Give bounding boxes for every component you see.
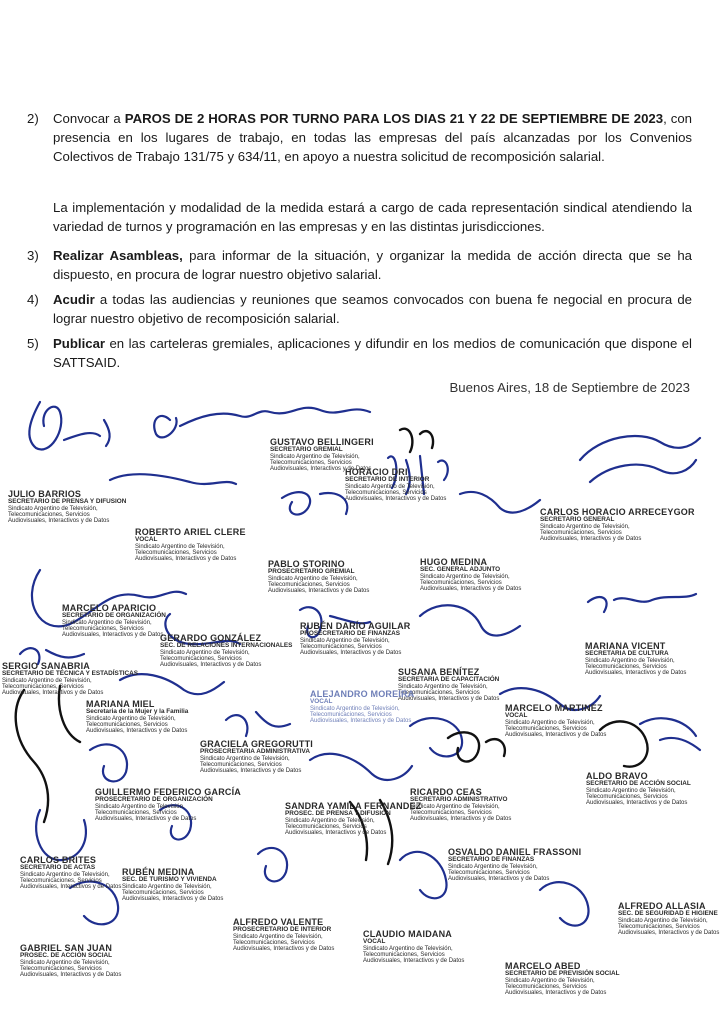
signature-maidana	[400, 852, 447, 898]
signatory-block: RUBÉN DARÍO AGUILAR PROSECRETARIO DE FINANZAS Sindicato Argentino de Televisión, Telecomunicaciones, Servicios Audiovisuales, Interactivos y de Datos	[300, 621, 411, 656]
signatory-block: RUBÉN MEDINA SEC. DE TURISMO Y VIVIENDA Sindicato Argentino de Televisión, Telecomunicaciones, Servicios Audiovisuales, Interactivos y de Datos	[122, 867, 224, 902]
signatory-block: MARIANA VICENT SECRETARIA DE CULTURA Sindicato Argentino de Televisión, Telecomunicaciones, Servicios Audiovisuales, Interactivos y de Datos	[585, 641, 687, 676]
signature-fernandez	[310, 754, 412, 780]
list-item-4	[27, 290, 692, 328]
item-number: 2)	[27, 111, 39, 126]
signatures-area	[0, 390, 724, 1024]
signatory-block: ALFREDO VALENTE PROSECRETARIO DE INTERIOR Sindicato Argentino de Televisión, Telecomunicaciones, Servicios Audiovisuales, Interactivos y de Datos	[233, 917, 335, 952]
item-number: 5)	[27, 336, 39, 351]
signatory-block: ALDO BRAVO SECRETARIO DE ACCIÓN SOCIAL Sindicato Argentino de Televisión, Telecomunicaciones, Servicios Audiovisuales, Interactivos y de Datos	[586, 771, 691, 806]
signature-brites	[36, 810, 86, 860]
signature-arreceygor	[580, 436, 700, 482]
signatory-block: RICARDO CEAS SECRETARIO ADMINISTRATIVO Sindicato Argentino de Televisión, Telecomunicaciones, Servicios Audiovisuales, Interactivos y de Datos	[410, 787, 512, 822]
signature-garcia	[90, 744, 127, 781]
list-item-2	[27, 109, 692, 166]
signatory-block: MARCELO ABED SECRETARIO DE PREVISIÓN SOCIAL Sindicato Argentino de Televisión, Telecomunicaciones, Servicios Audiovisuales, Interactivos y de Datos	[505, 961, 620, 996]
signature-bravo	[640, 718, 700, 750]
implementation-paragraph: La implementación y modalidad de la medida estará a cargo de cada representación sindical atendiendo la variedad de turnos y programación en las empresas y en las distintas jurisdicciones.	[53, 200, 692, 234]
signature-dark-scrawl-left	[16, 686, 80, 822]
signature-medina-hugo	[460, 492, 540, 513]
list-item-3	[27, 246, 692, 284]
signatory-block: PABLO STORINO PROSECRETARIO GREMIAL Sindicato Argentino de Televisión, Telecomunicaciones, Servicios Audiovisuales, Interactivos y de Datos	[268, 559, 370, 594]
item-text: Convocar a PAROS DE 2 HORAS POR TURNO PARA LOS DIAS 21 Y 22 DE SEPTIEMBRE DE 2023, con presencia en los lugares de trabajo, en todas las empresas del país alcanzadas por los Convenios Colectivos de Trabajo 131/75 y 634/11, en apoyo a nuestra solicitud de recomposición salarial.	[53, 111, 692, 164]
list-item-5	[27, 334, 692, 372]
signature-clere	[282, 492, 347, 514]
signatory-block: GRACIELA GREGORUTTI PROSECRETARIA ADMINISTRATIVA Sindicato Argentino de Televisión, Telecomunicaciones, Servicios Audiovisuales, Interactivos y de Datos	[200, 739, 313, 774]
signatory-block: MARCELO APARICIO SECRETARIO DE ORGANIZACIÓN Sindicato Argentino de Televisión, Telecomunicaciones, Servicios Audiovisuales, Interactivos y de Datos	[62, 603, 166, 638]
signatory-block: SUSANA BENÍTEZ SECRETARIA DE CAPACITACIÓN Sindicato Argentino de Televisión, Telecomunicaciones, Servicios Audiovisuales, Interactivos y de Datos	[398, 667, 500, 702]
signatory-block: GABRIEL SAN JUAN PROSEC. DE ACCIÓN SOCIAL Sindicato Argentino de Televisión, Telecomunicaciones, Servicios Audiovisuales, Interactivos y de Datos	[20, 943, 122, 978]
signatory-block: GUSTAVO BELLINGERI SECRETARIO GREMIAL Sindicato Argentino de Televisión, Telecomunicaciones, Servicios Audiovisuales, Interactivos y de Datos	[270, 437, 374, 472]
signature-gregorutti	[226, 712, 290, 736]
signatory-block: MARCELO MARTINEZ VOCAL Sindicato Argentino de Televisión, Telecomunicaciones, Servicios Audiovisuales, Interactivos y de Datos	[505, 703, 607, 738]
place-and-date: Buenos Aires, 18 de Septiembre de 2023	[449, 380, 690, 395]
signature-storino	[400, 429, 433, 452]
signatory-block: SERGIO SANABRIA SECRETARIO DE TÉCNICA Y ESTADÍSTICAS Sindicato Argentino de Televisión, Telecomunicaciones, Servicios Audiovisuales, Interactivos y de Datos	[2, 661, 138, 696]
signatory-block: GERARDO GONZÁLEZ SEC. DE RELACIONES INTERNACIONALES Sindicato Argentino de Televisión, Telecomunicaciones, Servicios Audiovisuales, Interactivos y de Datos	[160, 633, 293, 668]
signatory-block: CARLOS HORACIO ARRECEYGOR SECRETARIO GENERAL Sindicato Argentino de Televisión, Telecomunicaciones, Servicios Audiovisuales, Interactivos y de Datos	[540, 507, 695, 542]
signature-valente	[258, 848, 287, 881]
signatory-block: ROBERTO ARIEL CLERE VOCAL Sindicato Argentino de Televisión, Telecomunicaciones, Servicios Audiovisuales, Interactivos y de Datos	[135, 527, 246, 562]
signatory-block: GUILLERMO FEDERICO GARCÍA PROSECRETARIO DE ORGANIZACIÓN Sindicato Argentino de Televisión, Telecomunicaciones, Servicios Audiovisuales, Interactivos y de Datos	[95, 787, 241, 822]
signatory-block: CARLOS BRITES SECRETARIO DE ACTAS Sindicato Argentino de Televisión, Telecomunicaciones, Servicios Audiovisuales, Interactivos y de Datos	[20, 855, 122, 890]
signature-abed	[540, 882, 589, 925]
signature-bellingeri	[154, 408, 370, 438]
signatory-block: MARIANA MIEL Secretaria de la Mujer y la Familia Sindicato Argentino de Televisión, Telecomunicaciones, Servicios Audiovisuales, Interactivos y de Datos	[86, 699, 189, 734]
signatory-block: HORACIO DRI SECRETARIO DE INTERIOR Sindicato Argentino de Televisión, Telecomunicaciones, Servicios Audiovisuales, Interactivos y de Datos	[345, 467, 447, 502]
item-text: Acudir a todas las audiencias y reuniones que seamos convocados con buena fe negocial en procura de lograr nuestro objetivo de recomposición salarial.	[53, 292, 692, 326]
signatory-block: ALEJANDRO MOREIRA VOCAL Sindicato Argentino de Televisión, Telecomunicaciones, Servicios Audiovisuales, Interactivos y de Datos	[310, 689, 415, 724]
item-text: Publicar en las carteleras gremiales, aplicaciones y difundir en los medios de comunicación que dispone el SATTSAID.	[53, 336, 692, 370]
signature-top-left	[29, 402, 109, 449]
signatory-block: JULIO BARRIOS SECRETARIO DE PRENSA Y DIFUSION Sindicato Argentino de Televisión, Telecomunicaciones, Servicios Audiovisuales, Interactivos y de Datos	[8, 489, 127, 524]
signatory-block: SANDRA YAMILA FERNANDEZ PROSEC. DE PRENSA Y DIFUSIÓN Sindicato Argentino de Televisión, Telecomunicaciones, Servicios Audiovisuales, Interactivos y de Datos	[285, 801, 422, 836]
signatory-block: CLAUDIO MAIDANA VOCAL Sindicato Argentino de Televisión, Telecomunicaciones, Servicios Audiovisuales, Interactivos y de Datos	[363, 929, 465, 964]
item-text: Realizar Asambleas, para informar de la situación, y organizar la medida de acción directa que se ha dispuesto, en procura de lograr nuestro objetivo salarial.	[53, 248, 692, 282]
signature-barrios	[110, 474, 236, 484]
signature-ceas	[410, 718, 462, 756]
signatory-block: ALFREDO ALLASIA SEC. DE SEGURIDAD E HIGIENE Sindicato Argentino de Televisión, Telecomunicaciones, Servicios Audiovisuales, Interactivos y de Datos	[618, 901, 720, 936]
signature-dark-loops	[448, 732, 505, 761]
signature-benitez	[420, 605, 520, 635]
item-number: 3)	[27, 248, 39, 263]
signatory-block: OSVALDO DANIEL FRASSONI SECRETARIO DE FINANZAS Sindicato Argentino de Televisión, Telecomunicaciones, Servicios Audiovisuales, Interactivos y de Datos	[448, 847, 582, 882]
signature-vicent	[588, 594, 696, 612]
signatory-block: HUGO MEDINA SEC. GENERAL ADJUNTO Sindicato Argentino de Televisión, Telecomunicaciones, Servicios Audiovisuales, Interactivos y de Datos	[420, 557, 522, 592]
signature-dark-right	[600, 721, 648, 766]
item-number: 4)	[27, 292, 39, 307]
